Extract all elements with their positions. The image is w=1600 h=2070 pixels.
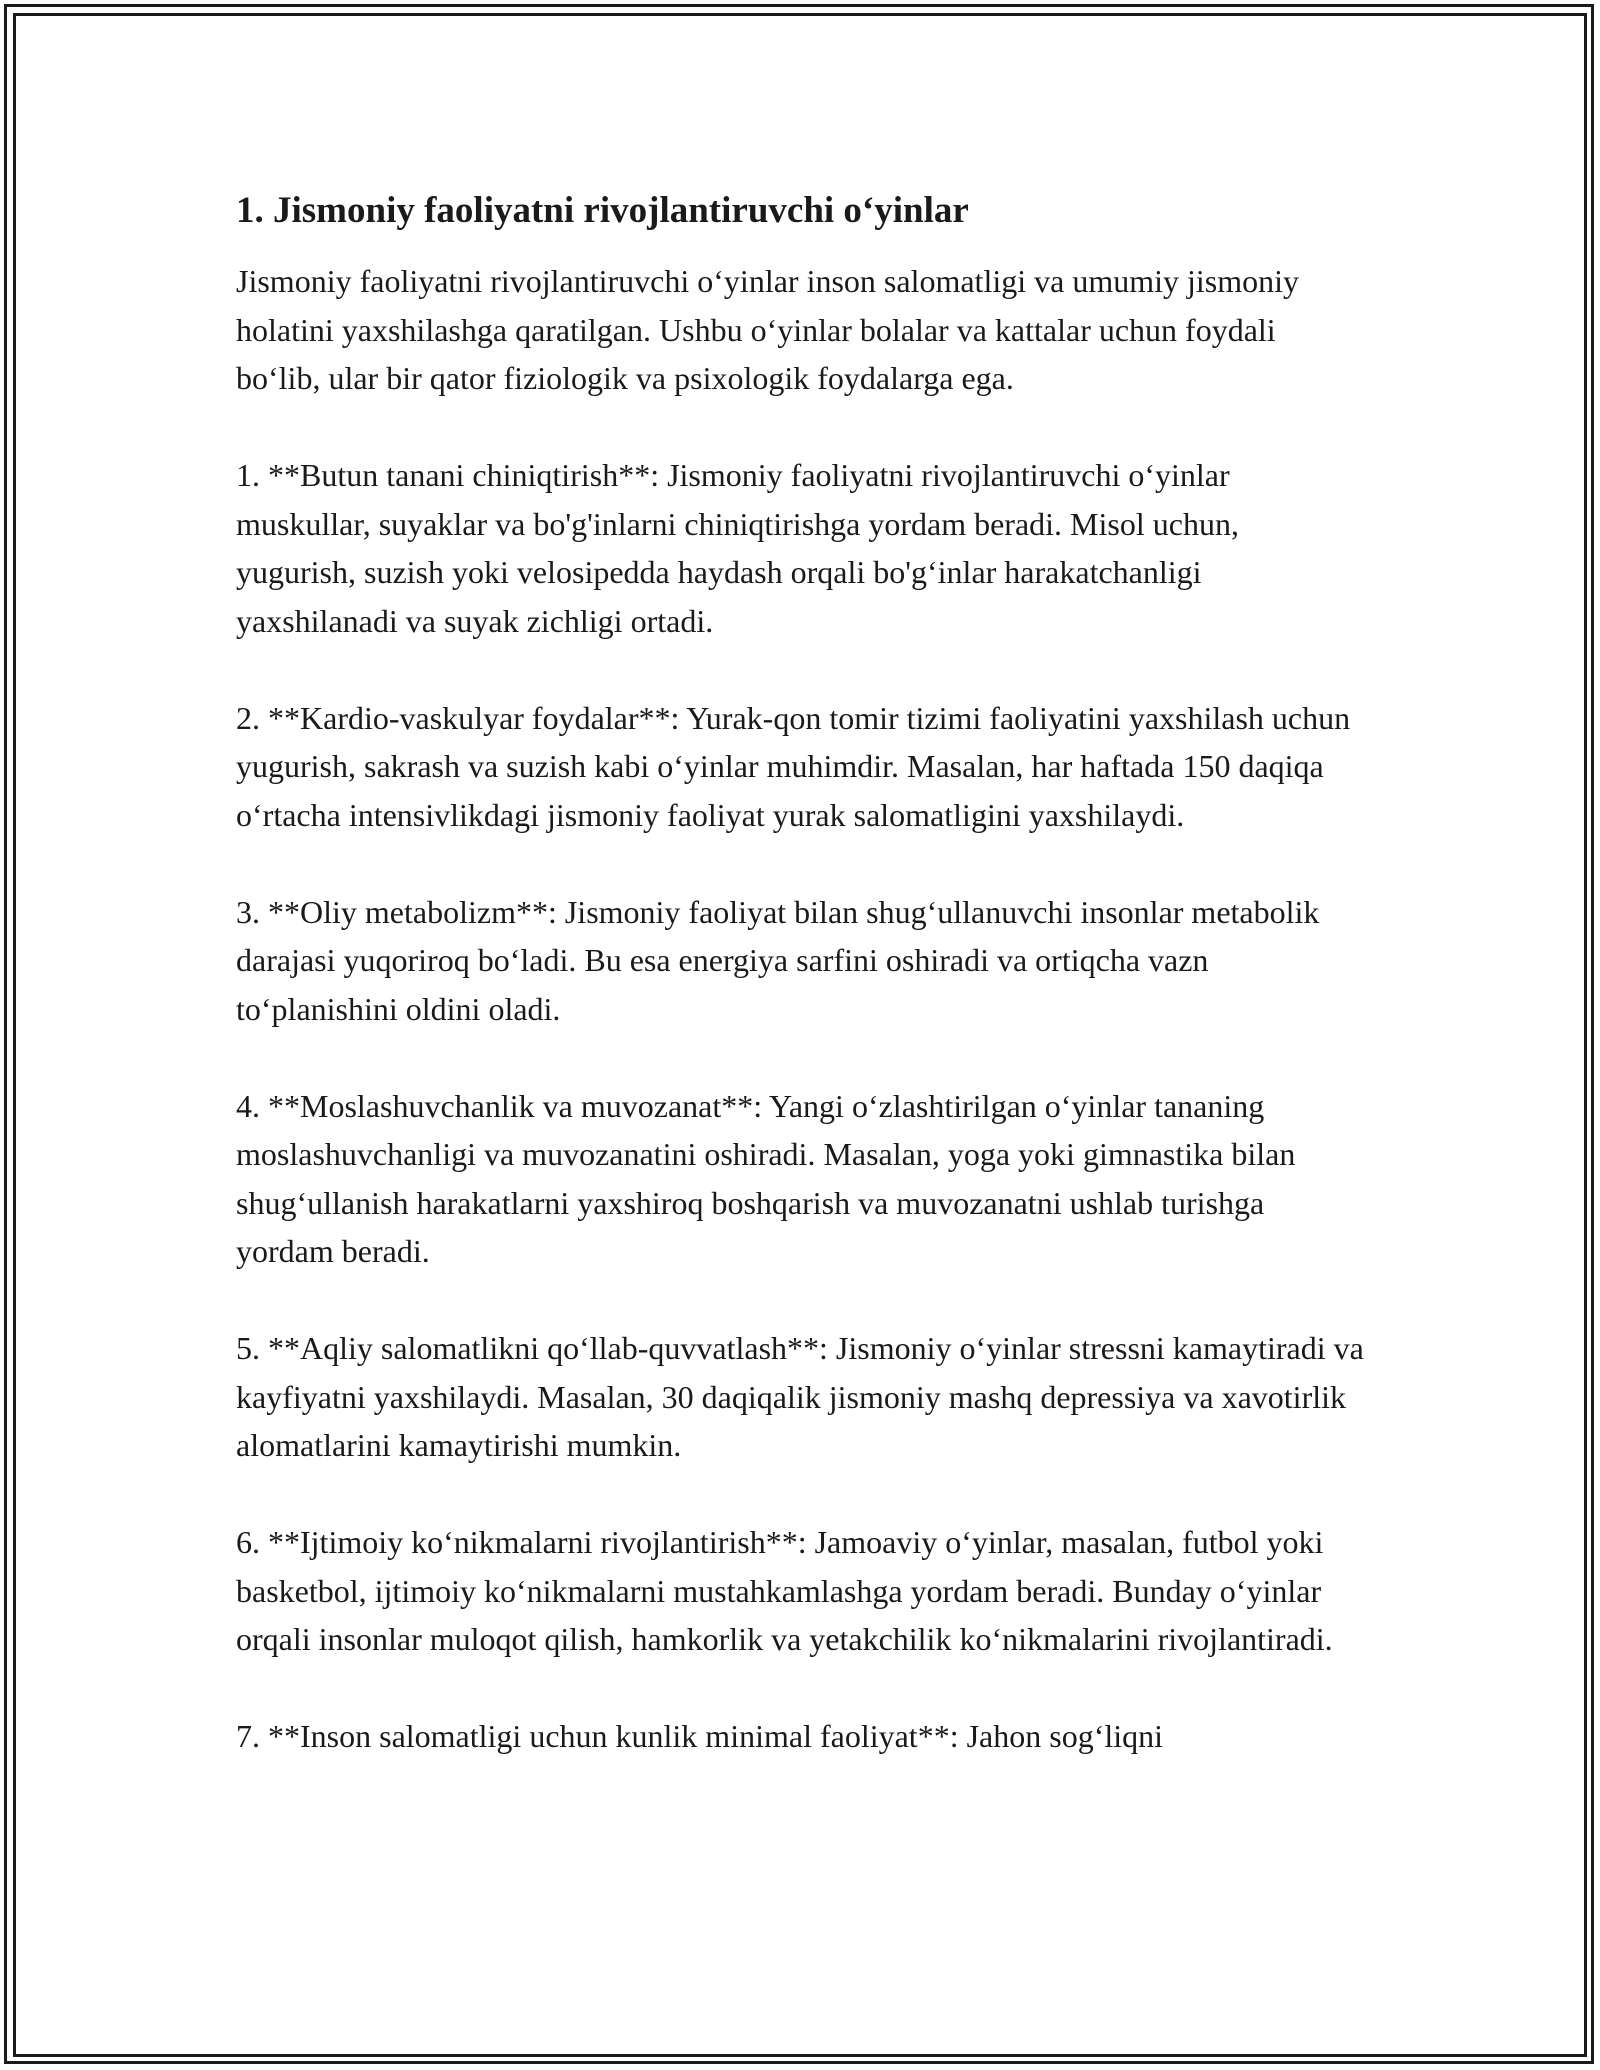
section-heading: 1. Jismoniy faoliyatni rivojlantiruvchi o‘yinlar bbox=[236, 190, 969, 231]
intro-paragraph: Jismoniy faoliyatni rivojlantiruvchi o‘yinlar inson salomatligi va umumiy jismoniy holatini yaxshilashga qaratilgan. Ushbu o‘yinlar bolalar va kattalar uchun foydali bo‘lib, ular bir qator fiziologik va psixologik foydalarga ega. bbox=[236, 263, 1299, 396]
list-item-6: 6. **Ijtimoiy ko‘nikmalarni rivojlantirish**: Jamoaviy o‘yinlar, masalan, futbol yoki basketbol, ijtimoiy ko‘nikmalarni mustahkamlashga yordam beradi. Bunday o‘yinlar orqali insonlar muloqot qilish, hamkorlik va yetakchilik ko‘nikmalarini rivojlantiradi. bbox=[236, 1524, 1333, 1657]
list-item-3: 3. **Oliy metabolizm**: Jismoniy faoliyat bilan shug‘ullanuvchi insonlar metabolik darajasi yuqoriroq bo‘ladi. Bu esa energiya sarfini oshiradi va ortiqcha vazn to‘planishini oldini oladi. bbox=[236, 893, 1320, 1027]
list-item-4: 4. **Moslashuvchanlik va muvozanat**: Yangi o‘zlashtirilgan o‘yinlar tananing moslashuvchanligi va muvozanatini oshiradi. Masalan, yoga yoki gimnastika bilan shug‘ullanish harakatlarni yaxshiroq boshqarish va muvozanatni ushlab turishga yordam beradi. bbox=[236, 1087, 1296, 1269]
list-item-2: 2. **Kardio-vaskulyar foydalar**: Yurak-qon tomir tizimi faoliyatini yaxshilash uchun yugurish, sakrash va suzish kabi o‘yinlar muhimdir. Masalan, har haftada 150 daqiqa o‘rtacha intensivlikdagi jismoniy faoliyat yurak salomatligini yaxshilaydi. bbox=[236, 699, 1351, 833]
list-item-5: 5. **Aqliy salomatlikni qo‘llab-quvvatlash**: Jismoniy o‘yinlar stressni kamaytiradi va kayfiyatni yaxshilaydi. Masalan, 30 daqiqalik jismoniy mashq depressiya va xavotirlik alomatlarini kamaytirishi mumkin. bbox=[236, 1330, 1364, 1463]
list-item-7: 7. **Inson salomatligi uchun kunlik minimal faoliyat**: Jahon sog‘liqni bbox=[236, 1718, 1164, 1754]
document-body bbox=[236, 186, 1366, 1761]
list-item-1: 1. **Butun tanani chiniqtirish**: Jismoniy faoliyatni rivojlantiruvchi o‘yinlar muskullar, suyaklar va bo'g'inlarni chiniqtirishga yordam beradi. Misol uchun, yugurish, suzish yoki velosipedda haydash orqali bo'g‘inlar harakatchanligi yaxshilanadi va suyak zichligi ortadi. bbox=[236, 457, 1239, 639]
